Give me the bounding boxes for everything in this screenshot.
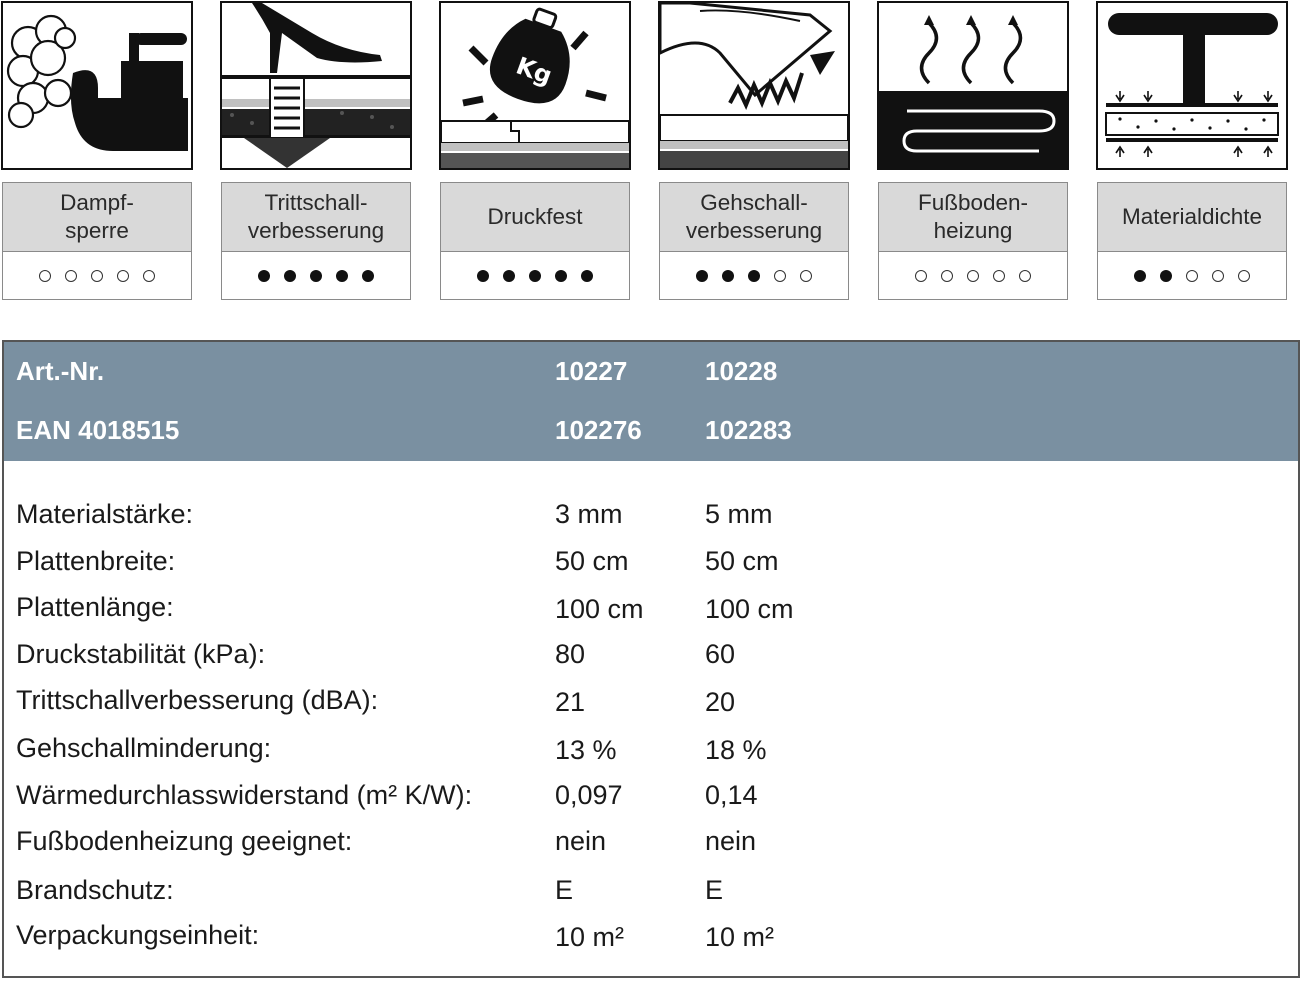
rating-dot-empty <box>1238 270 1250 282</box>
density-press-icon <box>1096 1 1288 170</box>
rating-dot-empty <box>915 270 927 282</box>
row-label: Plattenlänge: <box>16 592 174 622</box>
row-label: Materialstärke: <box>16 499 194 529</box>
row-label: Druckstabilität (kPa): <box>16 639 266 669</box>
rating-dots <box>221 251 411 300</box>
row-value-2: 60 <box>705 639 736 669</box>
rating-dots <box>659 251 849 300</box>
feature-label: Materialdichte <box>1097 182 1287 251</box>
feature-label: Fußboden- heizung <box>878 182 1068 251</box>
table-row <box>4 920 1298 960</box>
kg-weight-icon <box>439 1 631 170</box>
row-label: Plattenbreite: <box>16 546 176 576</box>
feature-label: Dampf- sperre <box>2 182 192 251</box>
row-value-1: E <box>555 875 574 905</box>
rating-dot-filled <box>258 270 270 282</box>
rating-dot-empty <box>1186 270 1198 282</box>
table-row <box>4 875 1298 915</box>
feature-label: Trittschall- verbesserung <box>221 182 411 251</box>
row-value-1: 80 <box>555 639 586 669</box>
rating-dot-empty <box>65 270 77 282</box>
rating-dot-filled <box>477 270 489 282</box>
steam-iron-icon <box>1 1 193 170</box>
rating-dot-empty <box>800 270 812 282</box>
header-value-1: 10227 <box>555 356 628 386</box>
rating-dots <box>2 251 192 300</box>
rating-dot-empty <box>967 270 979 282</box>
floor-heating-icon <box>877 1 1069 170</box>
table-row <box>4 685 1298 725</box>
row-value-2: 20 <box>705 687 736 717</box>
rating-dot-filled <box>696 270 708 282</box>
rating-dot-empty <box>143 270 155 282</box>
spec-header <box>4 342 1298 461</box>
rating-dot-filled <box>722 270 734 282</box>
rating-dot-filled <box>748 270 760 282</box>
table-row <box>4 592 1298 632</box>
feature-panel <box>0 0 1302 305</box>
feature-label: Druckfest <box>440 182 630 251</box>
table-row <box>4 639 1298 679</box>
row-value-2: 18 % <box>705 735 767 765</box>
feature-fussbodenheizung <box>876 0 1068 302</box>
rating-dot-filled <box>1134 270 1146 282</box>
rating-dot-empty <box>39 270 51 282</box>
row-value-1: 50 cm <box>555 546 629 576</box>
rating-dot-empty <box>941 270 953 282</box>
header-value-2: 10228 <box>705 356 778 386</box>
rating-dot-filled <box>1160 270 1172 282</box>
row-value-1: 10 m² <box>555 922 625 952</box>
row-value-2: 0,14 <box>705 780 758 810</box>
table-row <box>4 780 1298 820</box>
row-value-2: 5 mm <box>705 499 773 529</box>
table-row <box>4 546 1298 586</box>
table-row <box>4 733 1298 773</box>
header-label: EAN 4018515 <box>16 415 180 445</box>
feature-dampfsperre <box>0 0 192 302</box>
row-value-2: E <box>705 875 724 905</box>
shoe-sound-icon <box>658 1 850 170</box>
rating-dot-filled <box>529 270 541 282</box>
rating-dots <box>878 251 1068 300</box>
row-label: Verpackungseinheit: <box>16 920 260 950</box>
rating-dot-filled <box>336 270 348 282</box>
row-value-1: 0,097 <box>555 780 623 810</box>
row-value-2: 50 cm <box>705 546 779 576</box>
row-value-1: 100 cm <box>555 594 644 624</box>
row-label: Gehschallminderung: <box>16 733 272 763</box>
rating-dots <box>440 251 630 300</box>
feature-druckfest <box>438 0 630 302</box>
feature-gehschall <box>657 0 849 302</box>
header-row-ean <box>4 415 1298 455</box>
rating-dot-empty <box>117 270 129 282</box>
row-value-1: nein <box>555 826 607 856</box>
rating-dot-filled <box>555 270 567 282</box>
high-heel-impact-icon <box>220 1 412 170</box>
spec-table <box>2 340 1300 978</box>
header-value-1: 102276 <box>555 415 642 445</box>
rating-dot-empty <box>993 270 1005 282</box>
rating-dot-filled <box>581 270 593 282</box>
row-value-2: nein <box>705 826 757 856</box>
feature-trittschall <box>219 0 411 302</box>
row-value-1: 13 % <box>555 735 617 765</box>
rating-dot-empty <box>1019 270 1031 282</box>
row-value-1: 3 mm <box>555 499 623 529</box>
rating-dot-filled <box>362 270 374 282</box>
row-label: Fußbodenheizung geeignet: <box>16 826 353 856</box>
table-row <box>4 826 1298 866</box>
header-row-art-nr <box>4 356 1298 396</box>
header-label: Art.-Nr. <box>16 356 105 386</box>
rating-dot-empty <box>774 270 786 282</box>
header-value-2: 102283 <box>705 415 792 445</box>
row-label: Brandschutz: <box>16 875 174 905</box>
row-value-1: 21 <box>555 687 586 717</box>
row-label: Trittschallverbesserung (dBA): <box>16 685 379 715</box>
rating-dot-empty <box>1212 270 1224 282</box>
feature-materialdichte <box>1095 0 1287 302</box>
table-row <box>4 499 1298 539</box>
row-value-2: 10 m² <box>705 922 775 952</box>
svg-text:Kg: Kg <box>512 51 556 91</box>
rating-dot-filled <box>284 270 296 282</box>
row-label: Wärmedurchlasswiderstand (m² K/W): <box>16 780 473 810</box>
row-value-2: 100 cm <box>705 594 794 624</box>
rating-dot-filled <box>503 270 515 282</box>
rating-dots <box>1097 251 1287 300</box>
rating-dot-empty <box>91 270 103 282</box>
rating-dot-filled <box>310 270 322 282</box>
feature-label: Gehschall- verbesserung <box>659 182 849 251</box>
